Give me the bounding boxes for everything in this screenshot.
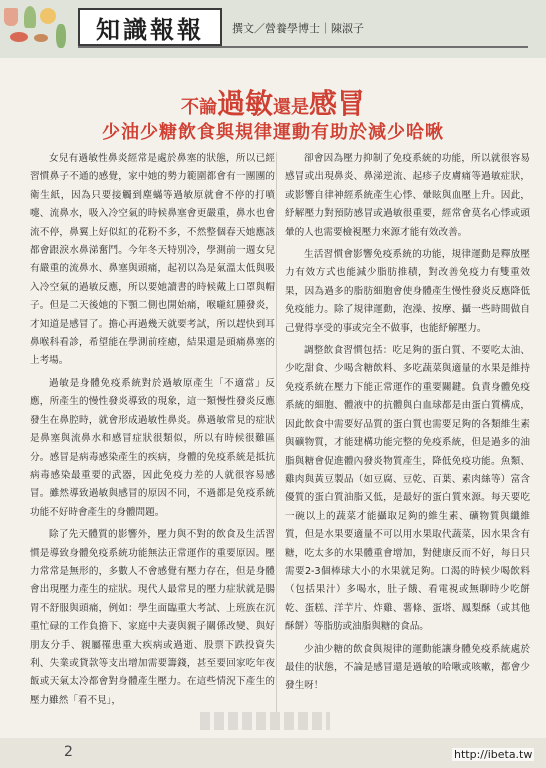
article-subheadline: 少油少糖飲食與規律運動有助於減少哈啾 xyxy=(102,122,444,143)
article-headline xyxy=(0,82,546,122)
fruit-icon xyxy=(40,8,56,24)
headline-part: 過敏 xyxy=(216,87,273,120)
bean-icon xyxy=(34,34,48,42)
article-paragraph: 卻會因為壓力抑制了免疫系統的功能，所以就很容易感冒或出現鼻炎、鼻涕逆流、起疹子皮膚痛等過敏症狀，或影響自律神經系統產生心悸、暈眩與血壓上升。因此，紓解壓力對預防感冒或過敏很重要，經常會莫名心悸或頭暈的人也需要檢視壓力來源才能有效改善。 xyxy=(285,153,530,238)
page-number: 2 xyxy=(64,744,73,760)
article-left-column xyxy=(30,150,275,714)
food-illustration-icons xyxy=(4,4,70,54)
headline-part: 不論 xyxy=(180,97,217,118)
article-paragraph: 過敏是身體免疫系統對於過敏原產生「不適當」反應，所產生的慢性發炎導致的現象，這一類慢性發炎反應發生在鼻腔時，就會形成過敏性鼻炎。鼻過敏常見的症狀是鼻塞與流鼻水和感冒症狀很類似，所以有時候很難區分。感冒是病毒感染產生的疾病，身體的免疫系統是抵抗病毒感染最重要的武器，因此免疫力差的人就很容易感冒。雖然導致過敏與感冒的原因不同，不過都是免疫系統功能不好時會產生的身體問題。 xyxy=(30,377,275,518)
article-paragraph: 生活習慣會影響免疫系統的功能，規律運動是釋放壓力有效方式也能減少脂肪推積，對改善免疫力有雙重效果，因為過多的脂肪細胞會使身體產生慢性發炎反應降低免疫能力。除了規律運動，泡澡、按摩、攝一些時間做自己覺得享受的事或完全不做事，也能紓解壓力。 xyxy=(285,249,530,334)
headline-part: 感冒 xyxy=(309,87,366,120)
article-right-column xyxy=(285,150,530,700)
column-divider xyxy=(276,152,277,712)
header-divider xyxy=(78,46,528,48)
headline-part: 還是 xyxy=(273,97,309,118)
article-paragraph: 少油少糖的飲食與規律的運動能讓身體免疫系統處於最佳的狀態，不論是感冒還是過敏的哈啾或咳嗽，都會少發生呀！ xyxy=(285,643,530,692)
article-paragraph: 女兒有過敏性鼻炎經常是處於鼻塞的狀態，所以已經習慣鼻子不通的感覺，家中她的勢力範圍都會有一團團的衛生紙，因為只要接觸到塵蟎等過敏原就會不停的打噴嚏、流鼻水，吸入冷空氣的時候鼻塞會更嚴重，鼻水也會流不停，鼻翼上好似紅的花粉不多，不然整個春天她應該都會跟淚水鼻涕奮鬥。今年冬天特別冷，學測前一週女兒有嚴重的流鼻水、鼻塞與頭痛，起初以為是氣溫太低與吸入冷空氣的過敏反應，所以要她讀書的時候戴上口罩與帽子。但是二天後她的下顎二側也開始痛，喉嚨紅腫發炎，才知道是感冒了。擔心再過幾天就要考試，所以趕快到耳鼻喉科看診，希望能在學測前痊癒，結果還是頭痛鼻塞的上考場。 xyxy=(30,153,275,367)
article-paragraph: 除了先天體質的影響外，壓力與不對的飲食及生活習慣是導致身體免疫系統功能無法正常運作的重要原因。壓力常常是無形的，多數人不會感覺有壓力存在，但是身體會出現壓力產生的症狀。現代人最常見的壓力症狀就是腸胃不舒服與頭痛，例如：學生面臨重大考試、上班族在沉重忙碌的工作負擔下、家庭中夫妻與親子關係改變、與好朋友分手、親屬罹患重大疾病或過逝、股票下跌投資失利、失業或貸款等支出增加需要籌錢，甚至要回家吃年夜飯或天氣太冷都會對身體產生壓力。在這些情況下產生的壓力雖然「看不見」， xyxy=(30,529,275,706)
cup-icon xyxy=(4,8,18,26)
leaf-icon xyxy=(24,6,36,28)
source-watermark: http://ibeta.tw xyxy=(454,748,533,761)
vegetable-icon xyxy=(56,24,66,48)
pepper-icon xyxy=(10,32,28,42)
bleed-through-stamp xyxy=(200,712,330,730)
column-title-box xyxy=(78,8,222,46)
article-paragraph: 調整飲食習慣包括：吃足夠的蛋白質、不要吃太油、少吃甜食、少喝含糖飲料、多吃蔬菜與適量的水果是維持免疫系統在壓力下能正常運作的重要關鍵。負責身體免疫系統的細胞、體液中的抗體與白血球都是由蛋白質構成，因此飲食中需要好品質的蛋白質也需要足夠的各類維生素與礦物質，才能建構功能完整的免疫系統，但是過多的油脂與糖會促進體內發炎物質產生，降低免疫功能。魚類、雞肉與黃豆製品（如豆腐、豆乾、百葉、素肉絲等）富含優質的蛋白質油脂又低，是最好的蛋白質來源。每天要吃一碗以上的蔬菜才能攝取足夠的維生素、礦物質與纖維質，但是水果要適量不可以用水果取代蔬菜，因水果含有糖，吃太多的水果體重會增加，對健康反而不好，每日只需要2-3個棒球大小的水果就足夠。口渴的時候少喝飲料（包括果汁）多喝水，肚子餓、看電視或無聊時少吃餅乾、蛋糕、洋芋片、炸雞、薯條、蛋塔、鳳梨酥（或其他酥餅）等脂肪或油脂與糖的食品。 xyxy=(285,345,530,633)
header-band xyxy=(0,0,546,58)
column-title: 知識報報 xyxy=(96,15,204,44)
author-byline: 撰文／營養學博士｜陳淑子 xyxy=(232,22,364,35)
